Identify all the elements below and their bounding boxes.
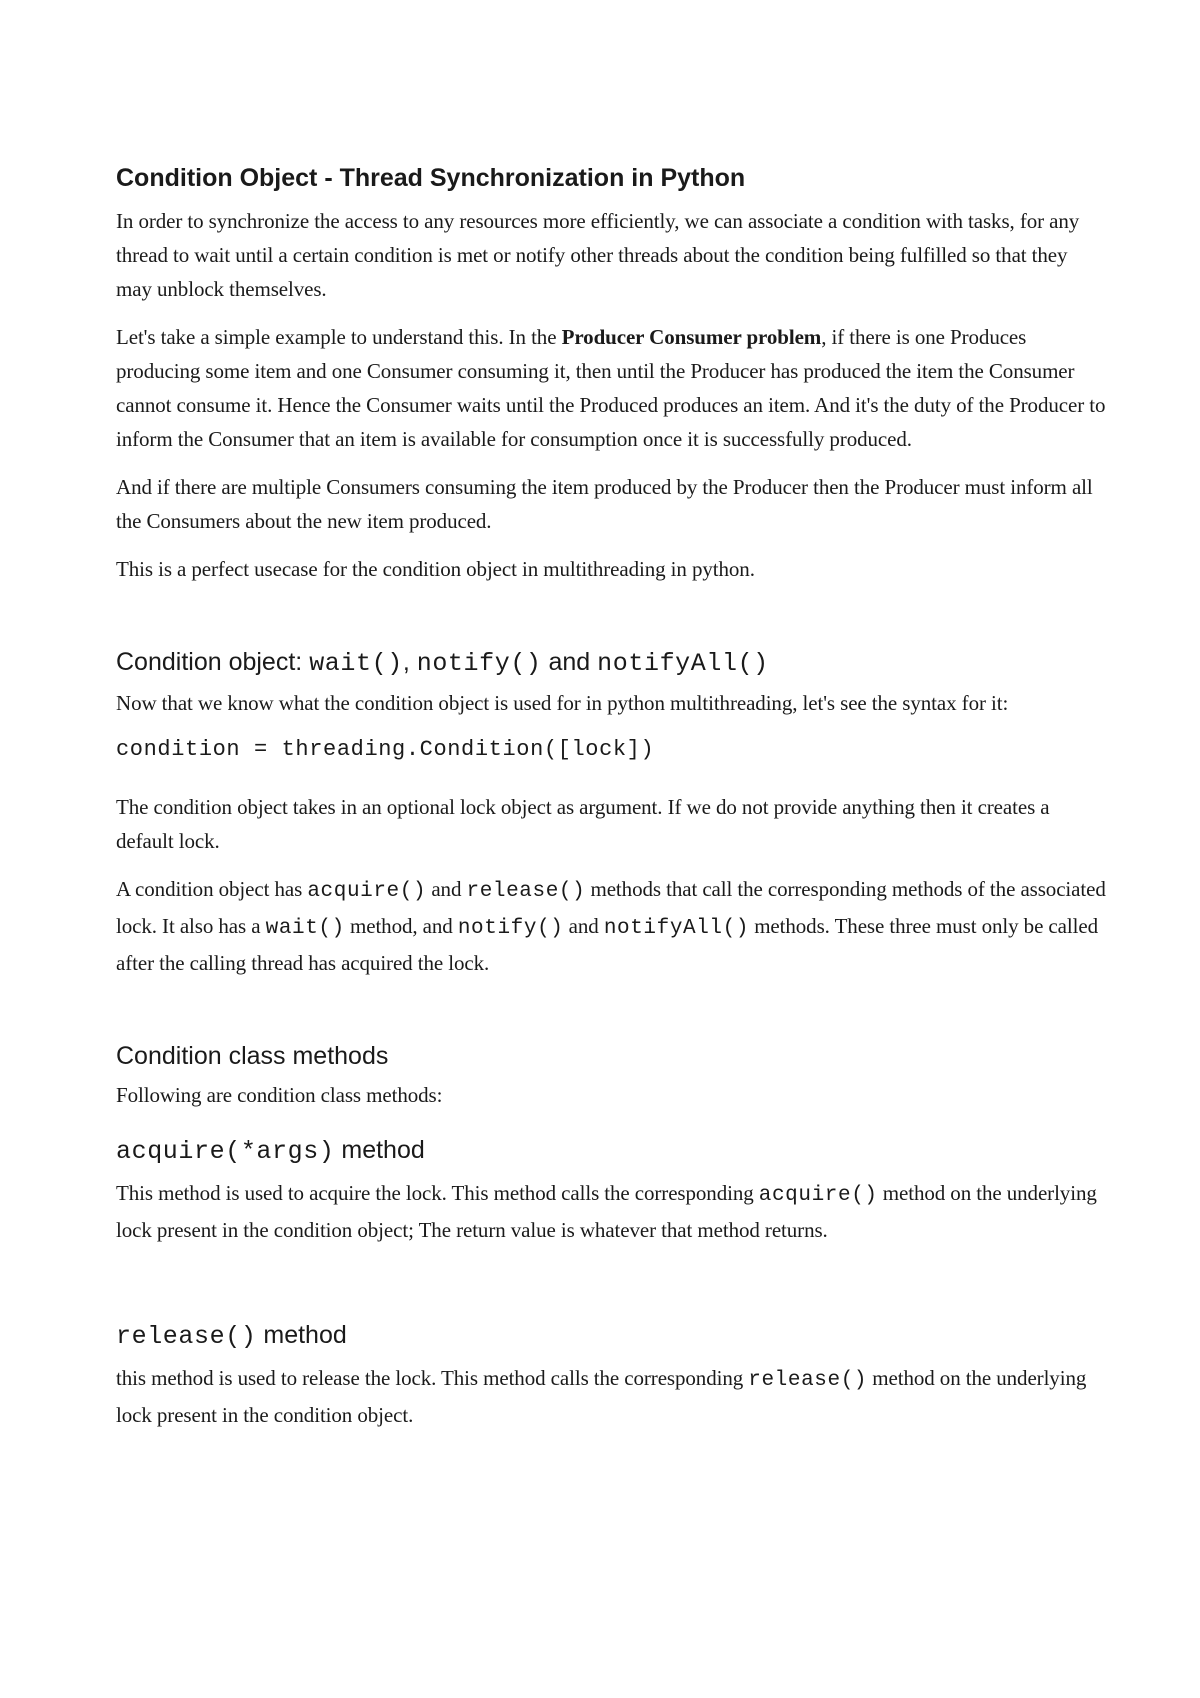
spacer [116, 1126, 1106, 1134]
section2-paragraph-1: Following are condition class methods: [116, 1083, 443, 1107]
spacer [116, 994, 1106, 1040]
intro-p2-text-b: , if there is one Produces producing some item and one Consumer consuming it, then until the Producer has produced the item the Consumer cannot consume it. Hence the Consumer waits until the Produced produces an item. And it's the duty of the Producer to inform the Consumer that an item is available for consumption once it is successfully produced. [116, 325, 1106, 451]
document-content [116, 162, 1106, 1446]
intro-paragraph-3: And if there are multiple Consumers consuming the item produced by the Producer then the Producer must inform all the Consumers about the new item produced. [116, 475, 1093, 533]
section1-paragraph-2: The condition object takes in an optional lock object as argument. If we do not provide anything then it creates a default lock. [116, 795, 1050, 853]
intro-paragraph-1: In order to synchronize the access to any resources more efficiently, we can associate a condition with tasks, for any thread to wait until a certain condition is met or notify other threads about the condition being fulfilled so that they may unblock themselves. [116, 209, 1080, 301]
document-title: Condition Object - Thread Synchronization in Python [116, 164, 746, 192]
p3-text-a: A condition object has [116, 877, 308, 901]
method-heading-acquire [116, 1134, 1106, 1168]
section1-paragraph-1: Now that we know what the condition object is used for in python multithreading, let's see the syntax for it: [116, 691, 1009, 715]
acquire-description [116, 1176, 1106, 1247]
p3-text-c: methods that call the corresponding methods of the associated lock. It also has a [116, 877, 1106, 938]
method-heading-release [116, 1319, 1106, 1353]
release-description [116, 1361, 1106, 1432]
p3-text-e: and [563, 914, 604, 938]
method-code-release: release() [116, 1322, 257, 1351]
heading-code-wait: wait() [309, 649, 403, 678]
condition-syntax-code: condition = threading.Condition([lock]) [116, 737, 655, 762]
heading-code-notifyall: notifyAll() [597, 649, 769, 678]
p3-text-f: methods. These three must only be called after the calling thread has acquired the lock. [116, 914, 1098, 975]
spacer [116, 600, 1106, 646]
p3-text-d: method, and [344, 914, 458, 938]
inline-code-notifyall: notifyAll() [603, 917, 750, 940]
intro-paragraph-4: This is a perfect usecase for the condition object in multithreading in python. [116, 557, 755, 581]
intro-paragraph-2 [116, 320, 1106, 456]
section-heading-class-methods: Condition class methods [116, 1042, 389, 1070]
heading-text: Condition object: [116, 648, 310, 676]
heading-separator: , [402, 648, 417, 676]
spacer [116, 1261, 1106, 1319]
heading-code-notify: notify() [416, 649, 542, 678]
release-text-a: this method is used to release the lock. This method calls the corresponding [116, 1366, 749, 1390]
method-heading-suffix: method [256, 1321, 347, 1349]
acquire-text-b: method on the underlying lock present in the condition object; The return value is whatever that method returns. [116, 1181, 1097, 1242]
intro-p2-text-a: Let's take a simple example to understand this. In the [116, 325, 562, 349]
inline-code-wait: wait() [265, 917, 345, 940]
producer-consumer-term: Producer Consumer problem [561, 325, 822, 349]
inline-code-release: release() [466, 880, 586, 903]
inline-code-notify: notify() [457, 917, 564, 940]
inline-code-acquire: acquire() [307, 880, 427, 903]
inline-code-release: release() [748, 1369, 868, 1392]
release-text-b: method on the underlying lock present in the condition object. [116, 1366, 1087, 1427]
inline-code-acquire: acquire() [758, 1184, 878, 1207]
method-heading-suffix: method [334, 1136, 425, 1164]
p3-text-b: and [426, 877, 467, 901]
method-code-acquire: acquire(*args) [116, 1137, 335, 1166]
section1-paragraph-3 [116, 872, 1106, 980]
heading-separator: and [541, 648, 598, 676]
section-heading-condition-object [116, 646, 1106, 680]
acquire-text-a: This method is used to acquire the lock. This method calls the corresponding [116, 1181, 759, 1205]
